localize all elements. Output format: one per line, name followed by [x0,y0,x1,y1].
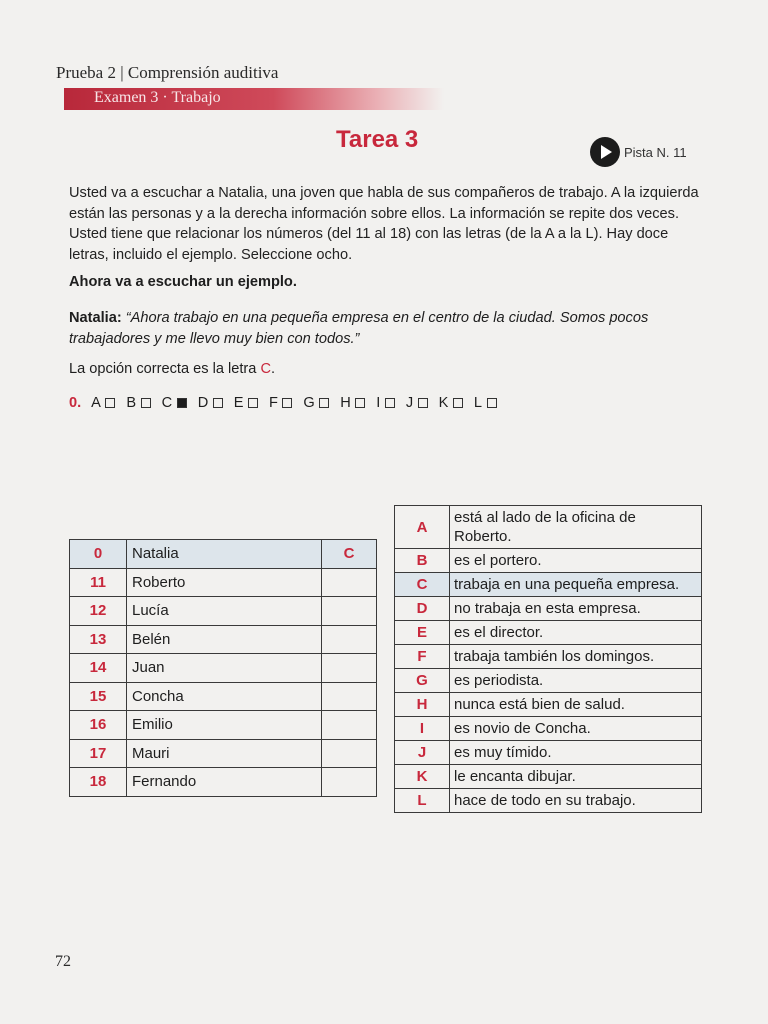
answer-cell[interactable] [322,654,377,683]
person-number: 0 [70,540,127,569]
option-letter: F [268,395,279,411]
correct-suffix: . [271,361,276,377]
statement-text: es el director. [450,621,702,645]
example-speaker: Natalia: [69,310,122,326]
option-checkbox[interactable] [385,398,395,408]
person-name: Fernando [127,768,322,797]
people-table [69,539,377,797]
track-label: Pista N. 11 [624,144,687,160]
statement-text: le encanta dibujar. [450,765,702,789]
statement-letter: I [395,717,450,741]
table-row [70,768,377,797]
option-e[interactable] [234,395,258,411]
statement-letter: A [395,506,450,549]
option-letter: L [473,395,483,411]
table-row [70,597,377,626]
person-name: Mauri [127,739,322,768]
person-number: 11 [70,568,127,597]
section-title: Prueba 2 | Comprensión auditiva [56,63,279,82]
answer-cell[interactable] [322,597,377,626]
table-row [395,549,702,573]
example-quote-text: “Ahora trabajo en una pequeña empresa en el centro de la ciudad. Somos pocos trabajadores y me llevo muy bien con todos.” [69,310,649,347]
answer-cell[interactable] [322,739,377,768]
person-name: Juan [127,654,322,683]
statement-text: es novio de Concha. [450,717,702,741]
statement-letter: J [395,741,450,765]
option-checkbox[interactable] [282,398,292,408]
statement-letter: B [395,549,450,573]
person-name: Natalia [127,540,322,569]
person-number: 12 [70,597,127,626]
option-checkbox[interactable] [487,398,497,408]
person-name: Roberto [127,568,322,597]
option-letter: E [233,395,244,411]
statement-letter: F [395,645,450,669]
option-letter: I [376,395,381,411]
option-letter: D [197,395,209,411]
statement-letter: E [395,621,450,645]
statement-letter: D [395,597,450,621]
table-row [395,506,702,549]
statement-text: trabaja también los domingos. [450,645,702,669]
statement-text: está al lado de la oficina de Roberto. [450,506,702,549]
statement-text: es muy tímido. [450,741,702,765]
option-i[interactable] [376,395,395,411]
example-heading: Ahora va a escuchar un ejemplo. [69,274,297,290]
correct-answer-line [69,361,275,377]
table-row [70,711,377,740]
option-checkbox[interactable] [213,398,223,408]
table-row [395,741,702,765]
statement-letter: L [395,789,450,813]
option-b[interactable] [126,395,150,411]
option-letter: B [126,395,137,411]
option-c[interactable] [162,395,187,411]
option-d[interactable] [198,395,223,411]
option-letter: J [405,395,414,411]
option-checkbox[interactable] [453,398,463,408]
table-row [395,693,702,717]
statement-text: hace de todo en su trabajo. [450,789,702,813]
statements-table [394,505,702,813]
person-number: 14 [70,654,127,683]
person-number: 15 [70,682,127,711]
option-letter: C [161,395,173,411]
option-letter: K [438,395,449,411]
person-name: Concha [127,682,322,711]
table-row [395,621,702,645]
option-checkbox[interactable] [105,398,115,408]
table-row [70,540,377,569]
option-g[interactable] [303,395,329,411]
exam-label: Examen 3 · Trabajo [94,89,221,106]
person-name: Belén [127,625,322,654]
option-checkbox[interactable] [418,398,428,408]
statement-text: no trabaja en esta empresa. [450,597,702,621]
answer-cell[interactable] [322,768,377,797]
option-checkbox[interactable] [177,398,187,408]
table-row [70,682,377,711]
option-checkbox[interactable] [355,398,365,408]
example-row-number: 0. [69,395,82,411]
instructions: Usted va a escuchar a Natalia, una joven que habla de sus compañeros de trabajo. A la izquierda están las personas y a la derecha información sobre ellos. La información se repite dos veces. Usted tiene que relacionar los números (del 11 al 18) con las letras (de la A a la L). Hay doce letras, incluido el ejemplo. Seleccione ocho. [69,185,699,263]
option-checkbox[interactable] [248,398,258,408]
table-row [395,717,702,741]
person-number: 13 [70,625,127,654]
statement-text: nunca está bien de salud. [450,693,702,717]
option-letter: H [340,395,352,411]
option-checkbox[interactable] [319,398,329,408]
answer-cell[interactable] [322,568,377,597]
play-icon[interactable] [590,137,620,167]
correct-prefix: La opción correcta es la letra [69,361,257,377]
table-row [395,597,702,621]
answer-cell[interactable]: C [322,540,377,569]
table-row [395,765,702,789]
statement-text: es periodista. [450,669,702,693]
statement-text: es el portero. [450,549,702,573]
exam-banner [64,88,444,110]
option-j[interactable] [406,395,428,411]
option-checkbox[interactable] [141,398,151,408]
statement-letter: C [395,573,450,597]
example-quote [69,308,709,349]
option-k[interactable] [439,395,463,411]
table-row [70,568,377,597]
option-a[interactable] [91,395,115,411]
option-letter: G [303,395,316,411]
answer-cell[interactable] [322,625,377,654]
option-l[interactable] [474,395,497,411]
task-title: Tarea 3 [336,126,419,153]
person-name: Lucía [127,597,322,626]
table-row [70,739,377,768]
person-number: 18 [70,768,127,797]
table-row [70,625,377,654]
table-row [395,645,702,669]
statement-letter: G [395,669,450,693]
option-letter: A [91,395,102,411]
option-f[interactable] [269,395,292,411]
statement-text: trabaja en una pequeña empresa. [450,573,702,597]
option-h[interactable] [340,395,365,411]
person-name: Emilio [127,711,322,740]
statement-letter: K [395,765,450,789]
page-number: 72 [55,953,71,970]
table-row [395,669,702,693]
table-row [70,654,377,683]
statement-letter: H [395,693,450,717]
answer-cell[interactable] [322,711,377,740]
audio-track[interactable] [590,137,687,167]
person-number: 16 [70,711,127,740]
correct-letter: C [260,361,271,377]
person-number: 17 [70,739,127,768]
example-options-row [69,395,508,411]
answer-cell[interactable] [322,682,377,711]
table-row [395,573,702,597]
table-row [395,789,702,813]
